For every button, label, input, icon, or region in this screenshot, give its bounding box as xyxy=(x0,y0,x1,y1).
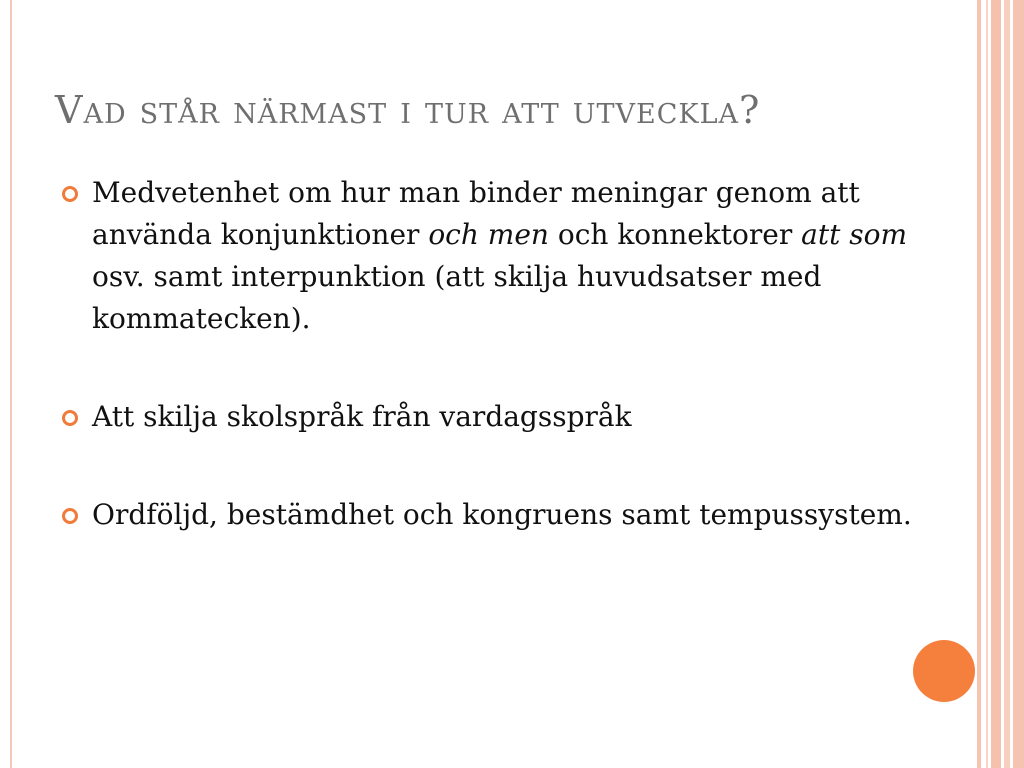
decorative-stripe xyxy=(977,0,981,768)
bullet-text xyxy=(92,176,907,335)
bullet-text-italic: och men xyxy=(428,218,549,251)
slide-title: Vad står närmast i tur att utveckla? xyxy=(55,88,761,132)
bullet-text-italic: att som xyxy=(801,218,907,251)
bullet-item xyxy=(62,396,942,438)
decorative-stripe xyxy=(991,0,1001,768)
bullet-list xyxy=(62,172,942,536)
bullet-text: Att skilja skolspråk från vardagsspråk xyxy=(92,400,632,433)
decorative-stripe xyxy=(986,0,988,768)
bullet-ring-icon xyxy=(62,410,78,426)
decorative-stripe xyxy=(1013,0,1024,768)
left-border-line xyxy=(10,0,12,768)
bullet-text: Ordföljd, bestämdhet och kongruens samt tempussystem. xyxy=(92,498,912,531)
bullet-text-segment: osv. samt interpunktion (att skilja huvudsatser med kommatecken). xyxy=(92,260,822,335)
bullet-text-segment: och konnektorer xyxy=(548,218,802,251)
bullet-item xyxy=(62,494,942,536)
bullet-ring-icon xyxy=(62,508,78,524)
bullet-item xyxy=(62,172,942,340)
bullet-text-segment: Medvetenhet om hur man binder meningar genom att använda konjunktioner xyxy=(92,176,860,251)
decorative-stripe xyxy=(1004,0,1010,768)
bullet-ring-icon xyxy=(62,186,78,202)
orange-circle-icon xyxy=(913,640,975,702)
